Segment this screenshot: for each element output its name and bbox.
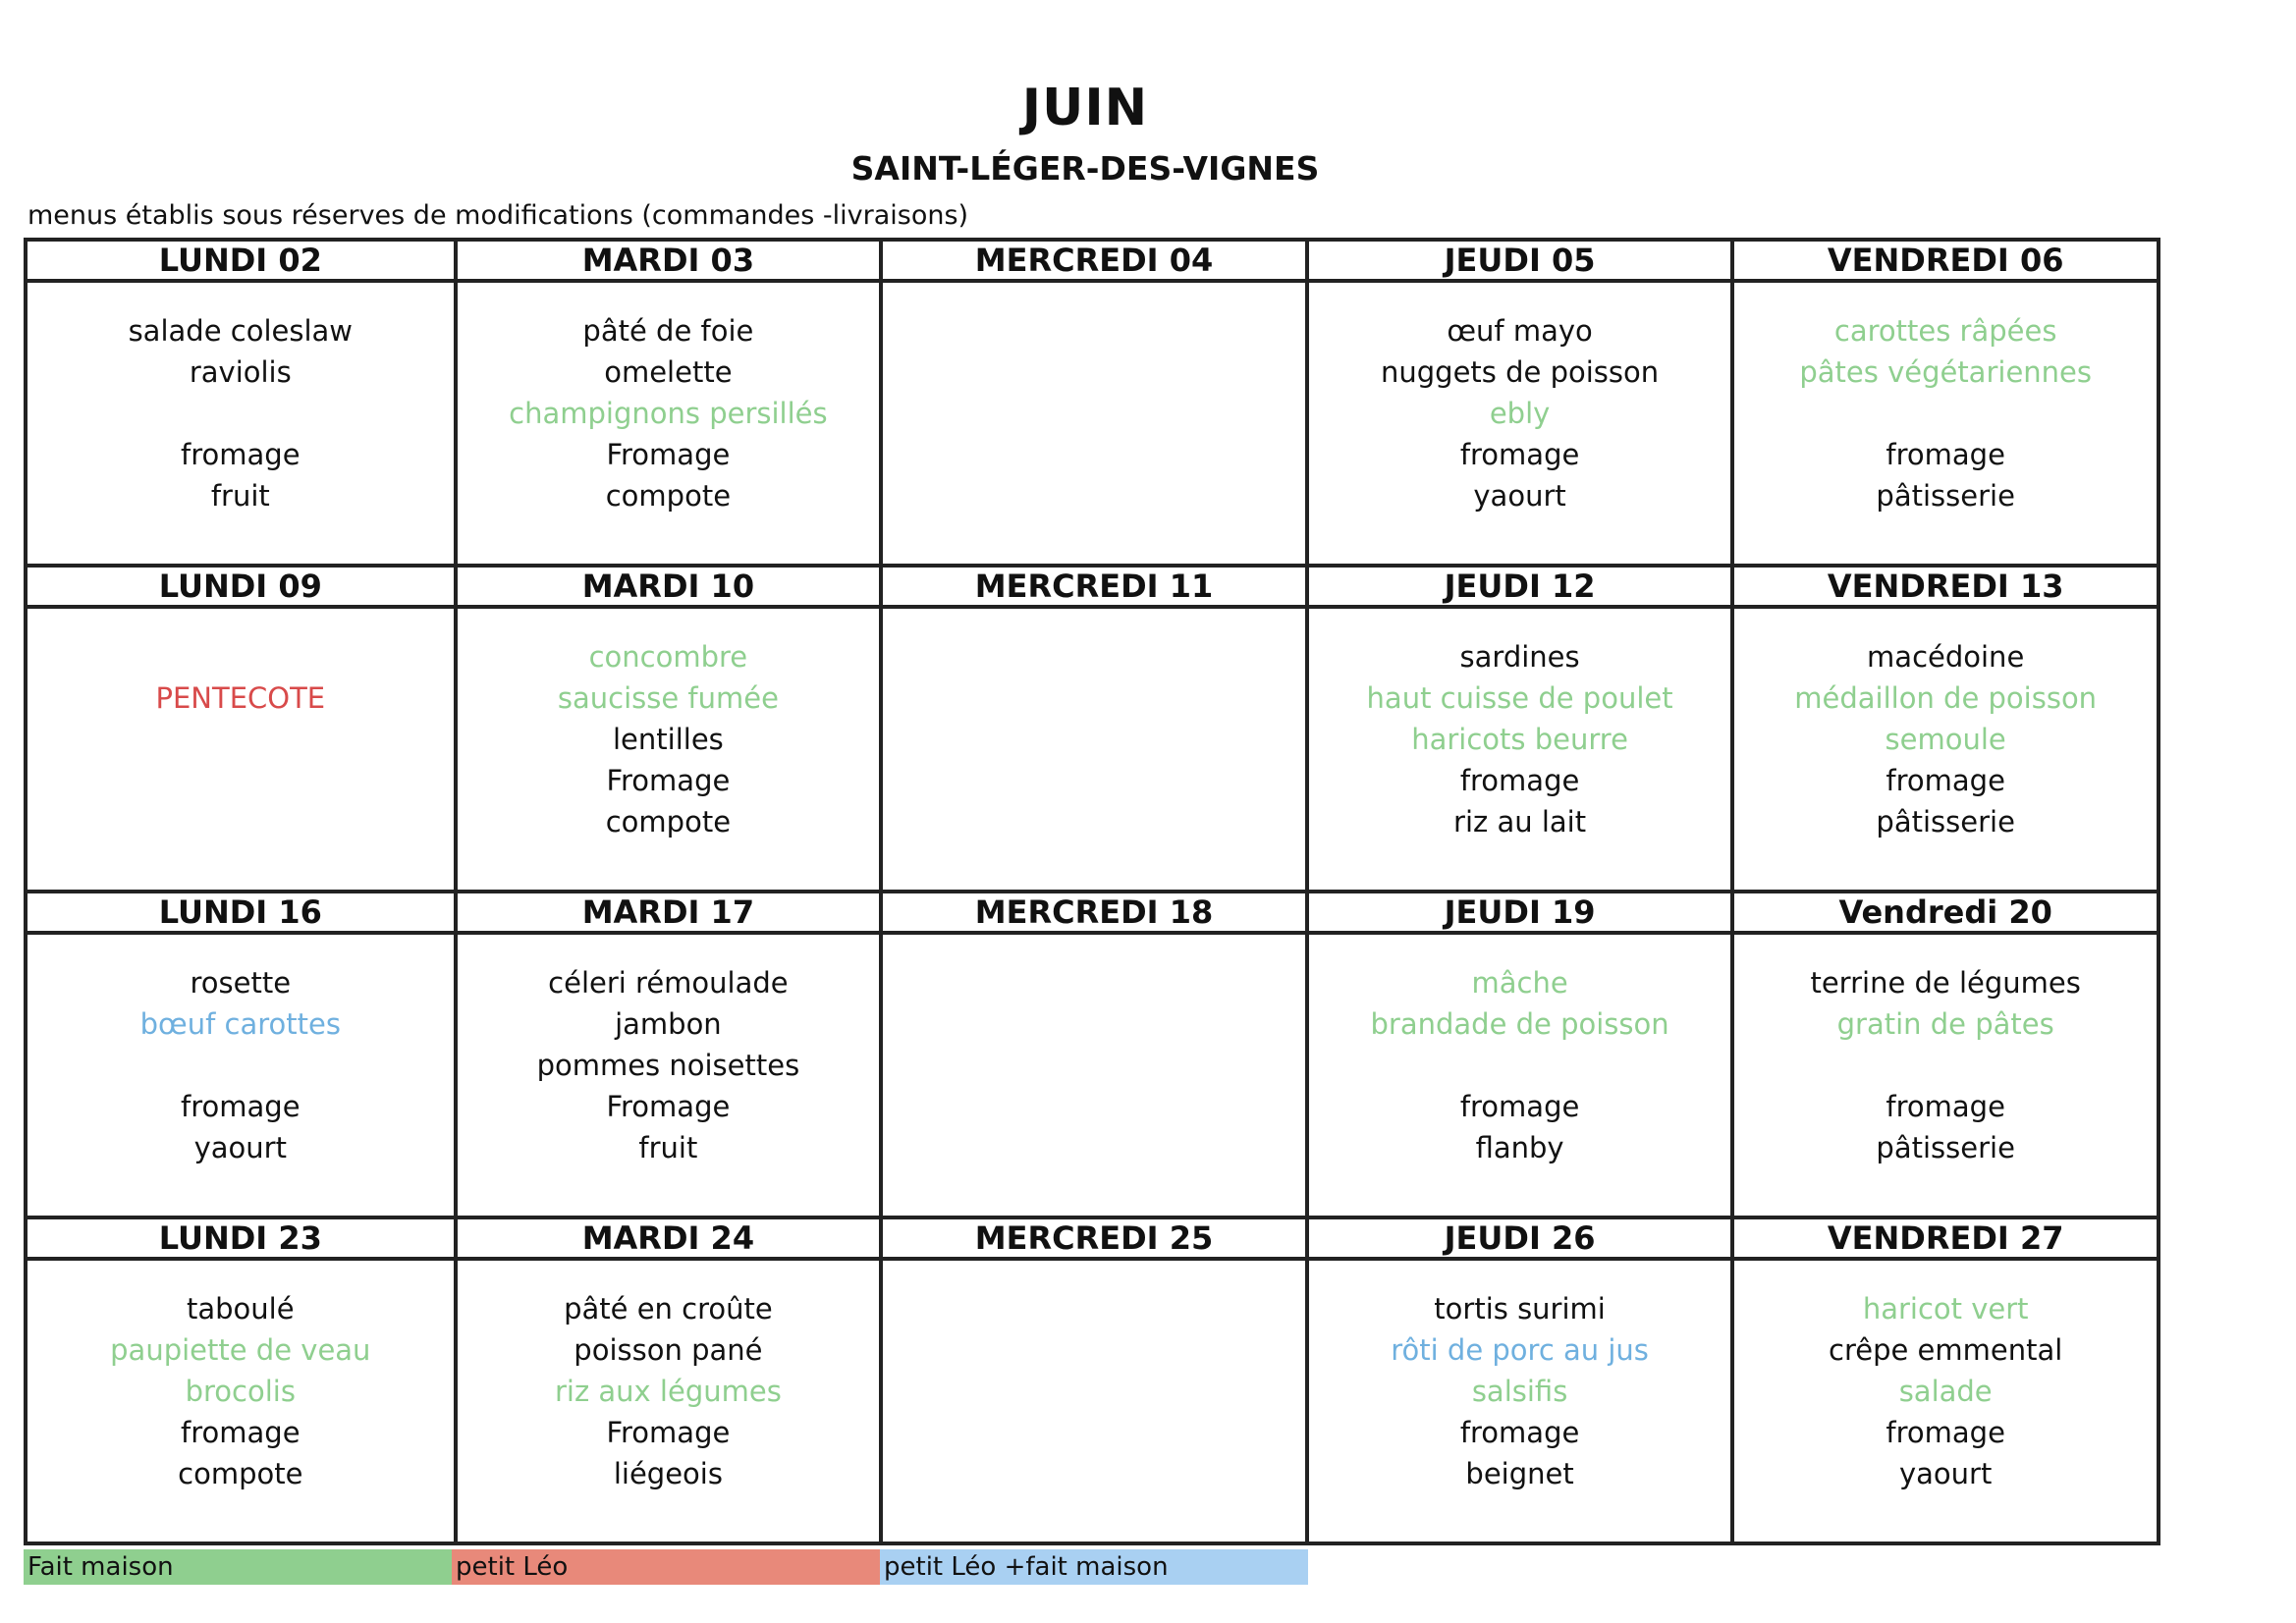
day-header: JEUDI 12	[1309, 568, 1731, 609]
day-cell	[27, 893, 454, 1216]
menu-item: salsifis	[1471, 1375, 1568, 1408]
page-title: JUIN	[1021, 79, 1149, 137]
menu-item: poisson pané	[574, 1333, 763, 1367]
menu-item: rosette	[190, 966, 292, 1000]
menu-item: yaourt	[1473, 479, 1566, 513]
day-header: JEUDI 26	[1309, 1219, 1731, 1261]
menu-item: pâtisserie	[1876, 479, 2015, 513]
menu-item: bœuf carottes	[139, 1007, 341, 1041]
menu-item: fromage	[1459, 764, 1580, 797]
menu-item: fromage	[181, 438, 301, 471]
menu-item: riz au lait	[1453, 805, 1587, 839]
menu-item: mâche	[1471, 966, 1568, 1000]
day-header: MARDI 24	[458, 1219, 880, 1261]
menu-item: fruit	[638, 1131, 698, 1164]
menu-item: haricot vert	[1862, 1292, 2029, 1325]
menu-item: ebly	[1489, 397, 1551, 430]
day-cell	[879, 1219, 1305, 1542]
day-menu	[458, 1261, 880, 1542]
day-cell	[454, 893, 880, 1216]
day-menu	[883, 283, 1305, 564]
day-menu	[1734, 1261, 2157, 1542]
day-header: MERCREDI 18	[883, 893, 1305, 935]
menu-item: œuf mayo	[1447, 314, 1593, 348]
day-menu	[27, 609, 454, 890]
day-cell	[1730, 893, 2157, 1216]
day-header: VENDREDI 06	[1734, 242, 2157, 283]
disclaimer-note: menus établis sous réserves de modifications (commandes -livraisons)	[27, 200, 969, 231]
menu-item: lentilles	[613, 723, 724, 756]
menu-item: salade	[1898, 1375, 1993, 1408]
menu-item: fromage	[1459, 1416, 1580, 1449]
day-cell	[27, 568, 454, 890]
day-menu	[27, 1261, 454, 1542]
day-menu	[1734, 935, 2157, 1216]
menu-item: Fromage	[606, 438, 731, 471]
menu-item: pâtisserie	[1876, 805, 2015, 839]
menu-item: pâtes végétariennes	[1799, 355, 2092, 389]
week-row	[27, 564, 2157, 890]
week-row	[27, 1216, 2157, 1542]
menu-item: Fromage	[606, 1090, 731, 1123]
day-header: VENDREDI 13	[1734, 568, 2157, 609]
menu-item: fromage	[181, 1416, 301, 1449]
menu-item: concombre	[588, 640, 748, 674]
menu-item: brocolis	[185, 1375, 296, 1408]
menu-item: carottes râpées	[1833, 314, 2057, 348]
day-menu	[883, 1261, 1305, 1542]
menu-item: saucisse fumée	[557, 681, 779, 715]
menu-item: yaourt	[1898, 1457, 1993, 1490]
day-cell	[1305, 1219, 1731, 1542]
day-menu	[1734, 609, 2157, 890]
day-header: MERCREDI 25	[883, 1219, 1305, 1261]
menu-item: brandade de poisson	[1370, 1007, 1669, 1041]
menu-item: omelette	[604, 355, 733, 389]
menu-item: tortis surimi	[1434, 1292, 1606, 1325]
week-row	[27, 242, 2157, 564]
day-menu	[27, 935, 454, 1216]
day-cell	[454, 242, 880, 564]
legend-item: petit Léo +fait maison	[880, 1549, 1308, 1585]
menu-item: raviolis	[189, 355, 292, 389]
menu-item: champignons persillés	[509, 397, 828, 430]
menu-item: paupiette de veau	[110, 1333, 371, 1367]
menu-item: beignet	[1465, 1457, 1574, 1490]
menu-item: compote	[605, 479, 732, 513]
day-header: MARDI 03	[458, 242, 880, 283]
week-row	[27, 890, 2157, 1216]
menu-item: médaillon de poisson	[1794, 681, 2098, 715]
day-header: MARDI 17	[458, 893, 880, 935]
menu-item: compote	[178, 1457, 303, 1490]
menu-item: jambon	[615, 1007, 722, 1041]
menu-item: flanby	[1475, 1131, 1564, 1164]
day-header: Vendredi 20	[1734, 893, 2157, 935]
day-header: JEUDI 05	[1309, 242, 1731, 283]
menu-item: fromage	[1886, 438, 2005, 471]
menu-item: yaourt	[193, 1131, 287, 1164]
menu-item: fruit	[210, 479, 270, 513]
menu-calendar	[24, 238, 2160, 1545]
day-header: LUNDI 23	[27, 1219, 454, 1261]
menu-item: fromage	[1459, 438, 1580, 471]
day-cell	[1730, 242, 2157, 564]
menu-item: céleri rémoulade	[548, 966, 789, 1000]
menu-item: taboulé	[187, 1292, 295, 1325]
day-cell	[1730, 568, 2157, 890]
menu-item: fromage	[181, 1090, 301, 1123]
menu-item: terrine de légumes	[1810, 966, 2081, 1000]
menu-item: liégeois	[613, 1457, 723, 1490]
menu-item: salade coleslaw	[128, 314, 353, 348]
day-cell	[879, 242, 1305, 564]
day-cell	[1305, 893, 1731, 1216]
day-header: LUNDI 09	[27, 568, 454, 609]
day-header: LUNDI 02	[27, 242, 454, 283]
day-menu	[1309, 609, 1731, 890]
legend-item: petit Léo	[452, 1549, 880, 1585]
day-cell	[454, 1219, 880, 1542]
day-cell	[27, 1219, 454, 1542]
day-cell	[27, 242, 454, 564]
menu-item: nuggets de poisson	[1381, 355, 1660, 389]
menu-item: crêpe emmental	[1829, 1333, 2063, 1367]
day-menu	[458, 283, 880, 564]
day-menu	[1309, 935, 1731, 1216]
page-subtitle: SAINT-LÉGER-DES-VIGNES	[850, 149, 1320, 188]
day-menu	[27, 283, 454, 564]
menu-item: haut cuisse de poulet	[1366, 681, 1673, 715]
menu-item: riz aux légumes	[554, 1375, 782, 1408]
day-menu	[458, 609, 880, 890]
menu-item: Fromage	[606, 764, 731, 797]
day-menu	[883, 609, 1305, 890]
menu-item: compote	[605, 805, 732, 839]
day-header: MERCREDI 04	[883, 242, 1305, 283]
day-header: JEUDI 19	[1309, 893, 1731, 935]
day-menu	[458, 935, 880, 1216]
menu-item: gratin de pâtes	[1836, 1007, 2054, 1041]
menu-item: Fromage	[606, 1416, 731, 1449]
menu-item: pâté de foie	[582, 314, 754, 348]
menu-item: semoule	[1885, 723, 2006, 756]
menu-item: pâté en croûte	[564, 1292, 773, 1325]
day-header: MARDI 10	[458, 568, 880, 609]
day-header: VENDREDI 27	[1734, 1219, 2157, 1261]
menu-item: haricots beurre	[1411, 723, 1628, 756]
menu-item: rôti de porc au jus	[1391, 1333, 1649, 1367]
day-cell	[879, 893, 1305, 1216]
menu-item: PENTECOTE	[155, 681, 326, 715]
menu-item: pâtisserie	[1876, 1131, 2015, 1164]
menu-item: fromage	[1886, 1090, 2005, 1123]
day-cell	[879, 568, 1305, 890]
menu-item: sardines	[1459, 640, 1580, 674]
day-menu	[1309, 1261, 1731, 1542]
menu-item: fromage	[1886, 764, 2005, 797]
day-cell	[1305, 568, 1731, 890]
color-legend	[24, 1549, 1308, 1585]
menu-item: macédoine	[1867, 640, 2025, 674]
day-menu	[1734, 283, 2157, 564]
day-cell	[1305, 242, 1731, 564]
day-menu	[1309, 283, 1731, 564]
menu-item: fromage	[1886, 1416, 2005, 1449]
day-header: LUNDI 16	[27, 893, 454, 935]
legend-item: Fait maison	[24, 1549, 452, 1585]
day-cell	[454, 568, 880, 890]
day-cell	[1730, 1219, 2157, 1542]
day-menu	[883, 935, 1305, 1216]
day-header: MERCREDI 11	[883, 568, 1305, 609]
menu-item: pommes noisettes	[536, 1049, 800, 1082]
menu-item: fromage	[1459, 1090, 1580, 1123]
